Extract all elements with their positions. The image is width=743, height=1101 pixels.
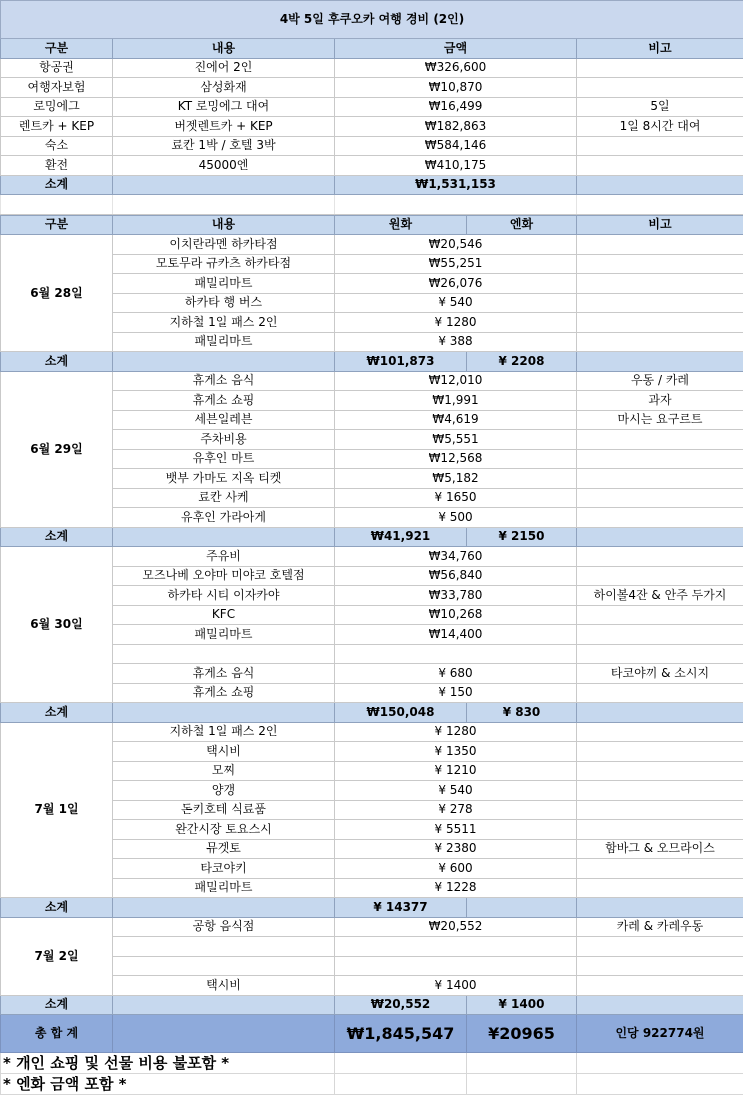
description-cell: 뮤겟토 (113, 839, 335, 859)
spacer-cell (1, 195, 113, 215)
empty-cell (577, 1053, 743, 1074)
expense-row (1, 976, 743, 996)
expense-row (1, 781, 743, 801)
column-header: 원화 (335, 215, 467, 235)
note-cell (577, 742, 743, 762)
subtotal-label: 소계 (1, 995, 113, 1015)
note-cell (577, 254, 743, 274)
expense-row (1, 878, 743, 898)
amount-cell: ¥ 1280 (335, 722, 577, 742)
day-label: 7월 1일 (1, 722, 113, 898)
subtotal-blank (113, 527, 335, 547)
amount-cell: ₩5,551 (335, 430, 577, 450)
day-label: 6월 28일 (1, 235, 113, 352)
note-cell (577, 605, 743, 625)
category-cell: 로밍에그 (1, 97, 113, 117)
grand-total-jpy: ¥20965 (467, 1015, 577, 1053)
expense-row (1, 644, 743, 664)
note-cell (577, 625, 743, 645)
expense-row (1, 820, 743, 840)
amount-cell: ₩12,568 (335, 449, 577, 469)
subtotal-blank (113, 703, 335, 723)
note-cell (577, 976, 743, 996)
expense-row (1, 761, 743, 781)
description-cell: 돈키호테 식료품 (113, 800, 335, 820)
note-2: * 엔화 금액 포함 * (1, 1074, 335, 1095)
column-header: 내용 (113, 39, 335, 59)
expense-row (1, 859, 743, 879)
grand-total-krw: ₩1,845,547 (335, 1015, 467, 1053)
note-cell (577, 761, 743, 781)
description-cell: 버젯렌트카 + KEP (113, 117, 335, 137)
subtotal-label: 소계 (1, 175, 113, 195)
subtotal-label: 소계 (1, 352, 113, 372)
amount-cell: ₩20,552 (335, 917, 577, 937)
subtotal-value: ₩1,531,153 (335, 175, 577, 195)
amount-cell: ₩14,400 (335, 625, 577, 645)
description-cell: 패밀리마트 (113, 274, 335, 294)
grand-total-blank (113, 1015, 335, 1053)
column-header: 내용 (113, 215, 335, 235)
column-header: 엔화 (467, 215, 577, 235)
amount-cell: ¥ 5511 (335, 820, 577, 840)
note-cell (577, 644, 743, 664)
note-cell (577, 136, 743, 156)
empty-cell (467, 1074, 577, 1095)
amount-cell: ¥ 1228 (335, 878, 577, 898)
description-cell: 패밀리마트 (113, 332, 335, 352)
note-cell: 마시는 요구르트 (577, 410, 743, 430)
category-cell: 환전 (1, 156, 113, 176)
amount-cell: ¥ 1650 (335, 488, 577, 508)
description-cell: 삼성화재 (113, 78, 335, 98)
expense-row (1, 605, 743, 625)
subtotal-jpy: ¥ 1400 (467, 995, 577, 1015)
subtotal-blank (113, 352, 335, 372)
expense-row (1, 235, 743, 255)
description-cell: 휴게소 쇼핑 (113, 683, 335, 703)
amount-cell: ₩26,076 (335, 274, 577, 294)
subtotal-note (577, 898, 743, 918)
subtotal-blank (113, 898, 335, 918)
expense-row (1, 937, 743, 957)
empty-cell (467, 1053, 577, 1074)
description-cell: 공항 음식점 (113, 917, 335, 937)
note-cell (577, 274, 743, 294)
description-cell: 패밀리마트 (113, 878, 335, 898)
expense-row (1, 800, 743, 820)
note-cell: 우동 / 카레 (577, 371, 743, 391)
amount-cell: ¥ 500 (335, 508, 577, 528)
expense-row (1, 742, 743, 762)
spacer-cell (577, 195, 743, 215)
description-cell: 유후인 마트 (113, 449, 335, 469)
expense-row (1, 97, 743, 117)
amount-cell: ¥ 1210 (335, 761, 577, 781)
description-cell: 택시비 (113, 976, 335, 996)
note-cell (577, 566, 743, 586)
note-cell (577, 820, 743, 840)
description-cell: 휴게소 쇼핑 (113, 391, 335, 411)
expense-row (1, 839, 743, 859)
expense-row (1, 410, 743, 430)
note-cell (577, 722, 743, 742)
day-subtotal-row (1, 352, 743, 372)
description-cell: 뱃부 가마도 지옥 티켓 (113, 469, 335, 489)
amount-cell (335, 937, 577, 957)
note-cell (577, 956, 743, 976)
daily-expense-table (0, 215, 743, 1096)
note-cell (577, 800, 743, 820)
note-cell (577, 449, 743, 469)
expense-row (1, 664, 743, 684)
subtotal-jpy (467, 898, 577, 918)
sheet-title: 4박 5일 후쿠오카 여행 경비 (2인) (1, 1, 743, 39)
empty-cell (577, 1074, 743, 1095)
amount-cell: ₩12,010 (335, 371, 577, 391)
amount-cell: ₩1,991 (335, 391, 577, 411)
description-cell: 료칸 1박 / 호텔 3박 (113, 136, 335, 156)
category-cell: 렌트카 + KEP (1, 117, 113, 137)
subtotal-label: 소계 (1, 898, 113, 918)
column-header: 비고 (577, 39, 743, 59)
expense-row (1, 722, 743, 742)
amount-cell: ₩326,600 (335, 58, 577, 78)
expense-row (1, 625, 743, 645)
note-cell (577, 469, 743, 489)
note-cell: 타코야끼 & 소시지 (577, 664, 743, 684)
description-cell: 하카타 행 버스 (113, 293, 335, 313)
day-subtotal-row (1, 527, 743, 547)
expense-row (1, 136, 743, 156)
amount-cell: ¥ 540 (335, 293, 577, 313)
subtotal-krw: ₩41,921 (335, 527, 467, 547)
amount-cell: ₩182,863 (335, 117, 577, 137)
note-cell (577, 313, 743, 333)
subtotal-blank (113, 175, 335, 195)
expense-row (1, 371, 743, 391)
description-cell: 주유비 (113, 547, 335, 567)
description-cell: 45000엔 (113, 156, 335, 176)
day-label: 7월 2일 (1, 917, 113, 995)
note-cell (577, 859, 743, 879)
note-cell: 1일 8시간 대여 (577, 117, 743, 137)
day-subtotal-row (1, 995, 743, 1015)
amount-cell: ₩584,146 (335, 136, 577, 156)
amount-cell (335, 644, 577, 664)
description-cell: 지하철 1일 패스 2인 (113, 313, 335, 333)
empty-cell (335, 1053, 467, 1074)
amount-cell: ₩16,499 (335, 97, 577, 117)
column-header: 구분 (1, 215, 113, 235)
subtotal-krw: ₩150,048 (335, 703, 467, 723)
subtotal-label: 소계 (1, 527, 113, 547)
empty-cell (335, 1074, 467, 1095)
category-cell: 여행자보험 (1, 78, 113, 98)
spacer-cell (113, 195, 335, 215)
subtotal-note (577, 703, 743, 723)
column-header: 금액 (335, 39, 577, 59)
amount-cell: ₩33,780 (335, 586, 577, 606)
description-cell: 패밀리마트 (113, 625, 335, 645)
subtotal-jpy: ¥ 2208 (467, 352, 577, 372)
subtotal-krw: ₩20,552 (335, 995, 467, 1015)
description-cell (113, 644, 335, 664)
category-cell: 항공권 (1, 58, 113, 78)
description-cell: 모즈나베 오야마 미야코 호텔점 (113, 566, 335, 586)
amount-cell: ¥ 680 (335, 664, 577, 684)
amount-cell: ¥ 278 (335, 800, 577, 820)
day-label: 6월 30일 (1, 547, 113, 703)
note-cell (577, 58, 743, 78)
description-cell: 택시비 (113, 742, 335, 762)
amount-cell: ₩55,251 (335, 254, 577, 274)
grand-total-note: 인당 922774원 (577, 1015, 743, 1053)
expense-row (1, 78, 743, 98)
note-1: * 개인 쇼핑 및 선물 비용 불포함 * (1, 1053, 335, 1074)
expense-row (1, 449, 743, 469)
expense-row (1, 956, 743, 976)
subtotal-jpy: ¥ 2150 (467, 527, 577, 547)
amount-cell: ₩5,182 (335, 469, 577, 489)
day-subtotal-row (1, 898, 743, 918)
description-cell: 지하철 1일 패스 2인 (113, 722, 335, 742)
amount-cell: ¥ 150 (335, 683, 577, 703)
amount-cell: ₩10,870 (335, 78, 577, 98)
note-cell (577, 547, 743, 567)
expense-row (1, 58, 743, 78)
description-cell: 모찌 (113, 761, 335, 781)
amount-cell: ₩410,175 (335, 156, 577, 176)
expense-row (1, 332, 743, 352)
subtotal-note (577, 175, 743, 195)
subtotal-krw: ₩101,873 (335, 352, 467, 372)
description-cell: 유후인 가라아게 (113, 508, 335, 528)
note-cell: 함바그 & 오므라이스 (577, 839, 743, 859)
description-cell: 주차비용 (113, 430, 335, 450)
expense-row (1, 313, 743, 333)
expense-row (1, 488, 743, 508)
expense-row (1, 683, 743, 703)
description-cell: 휴게소 음식 (113, 371, 335, 391)
expense-row (1, 469, 743, 489)
note-cell (577, 156, 743, 176)
expense-row (1, 430, 743, 450)
subtotal-note (577, 995, 743, 1015)
amount-cell: ¥ 1350 (335, 742, 577, 762)
amount-cell: ¥ 1280 (335, 313, 577, 333)
column-header: 구분 (1, 39, 113, 59)
note-cell: 과자 (577, 391, 743, 411)
expense-row (1, 547, 743, 567)
description-cell: 타코야키 (113, 859, 335, 879)
column-header: 비고 (577, 215, 743, 235)
subtotal-note (577, 352, 743, 372)
note-cell (577, 937, 743, 957)
amount-cell: ¥ 1400 (335, 976, 577, 996)
note-cell: 하이볼4잔 & 안주 두가지 (577, 586, 743, 606)
note-cell (577, 332, 743, 352)
amount-cell: ₩4,619 (335, 410, 577, 430)
category-cell: 숙소 (1, 136, 113, 156)
amount-cell (335, 956, 577, 976)
expense-row (1, 508, 743, 528)
note-cell (577, 293, 743, 313)
subtotal-label: 소계 (1, 703, 113, 723)
expense-row (1, 586, 743, 606)
description-cell: KT 로밍에그 대여 (113, 97, 335, 117)
expense-row (1, 156, 743, 176)
description-cell (113, 956, 335, 976)
spacer-cell (335, 195, 577, 215)
expense-row (1, 917, 743, 937)
expense-row (1, 254, 743, 274)
note-cell (577, 781, 743, 801)
summary-table (0, 0, 743, 215)
subtotal-krw: ¥ 14377 (335, 898, 467, 918)
description-cell: 양갱 (113, 781, 335, 801)
expense-row (1, 566, 743, 586)
amount-cell: ¥ 540 (335, 781, 577, 801)
expense-row (1, 293, 743, 313)
amount-cell: ¥ 600 (335, 859, 577, 879)
note-cell (577, 508, 743, 528)
note-cell (577, 488, 743, 508)
amount-cell: ₩56,840 (335, 566, 577, 586)
amount-cell: ₩34,760 (335, 547, 577, 567)
expense-row (1, 391, 743, 411)
amount-cell: ₩10,268 (335, 605, 577, 625)
note-cell (577, 878, 743, 898)
note-cell (577, 235, 743, 255)
expense-row (1, 274, 743, 294)
description-cell: 모토무라 규카츠 하카타점 (113, 254, 335, 274)
day-subtotal-row (1, 703, 743, 723)
description-cell: 완간시장 토요스시 (113, 820, 335, 840)
amount-cell: ¥ 2380 (335, 839, 577, 859)
description-cell: 료칸 사케 (113, 488, 335, 508)
day-label: 6월 29일 (1, 371, 113, 527)
amount-cell: ₩20,546 (335, 235, 577, 255)
description-cell: KFC (113, 605, 335, 625)
grand-total-label: 총 합 계 (1, 1015, 113, 1053)
note-cell (577, 430, 743, 450)
note-cell: 5일 (577, 97, 743, 117)
subtotal-jpy: ¥ 830 (467, 703, 577, 723)
description-cell: 휴게소 음식 (113, 664, 335, 684)
expense-row (1, 117, 743, 137)
amount-cell: ¥ 388 (335, 332, 577, 352)
note-cell (577, 78, 743, 98)
note-cell: 카레 & 카레우동 (577, 917, 743, 937)
subtotal-blank (113, 995, 335, 1015)
description-cell: 하카타 시티 이자카야 (113, 586, 335, 606)
subtotal-note (577, 527, 743, 547)
note-cell (577, 683, 743, 703)
description-cell: 이치란라멘 하카타점 (113, 235, 335, 255)
description-cell: 세븐일레븐 (113, 410, 335, 430)
description-cell: 진에어 2인 (113, 58, 335, 78)
description-cell (113, 937, 335, 957)
